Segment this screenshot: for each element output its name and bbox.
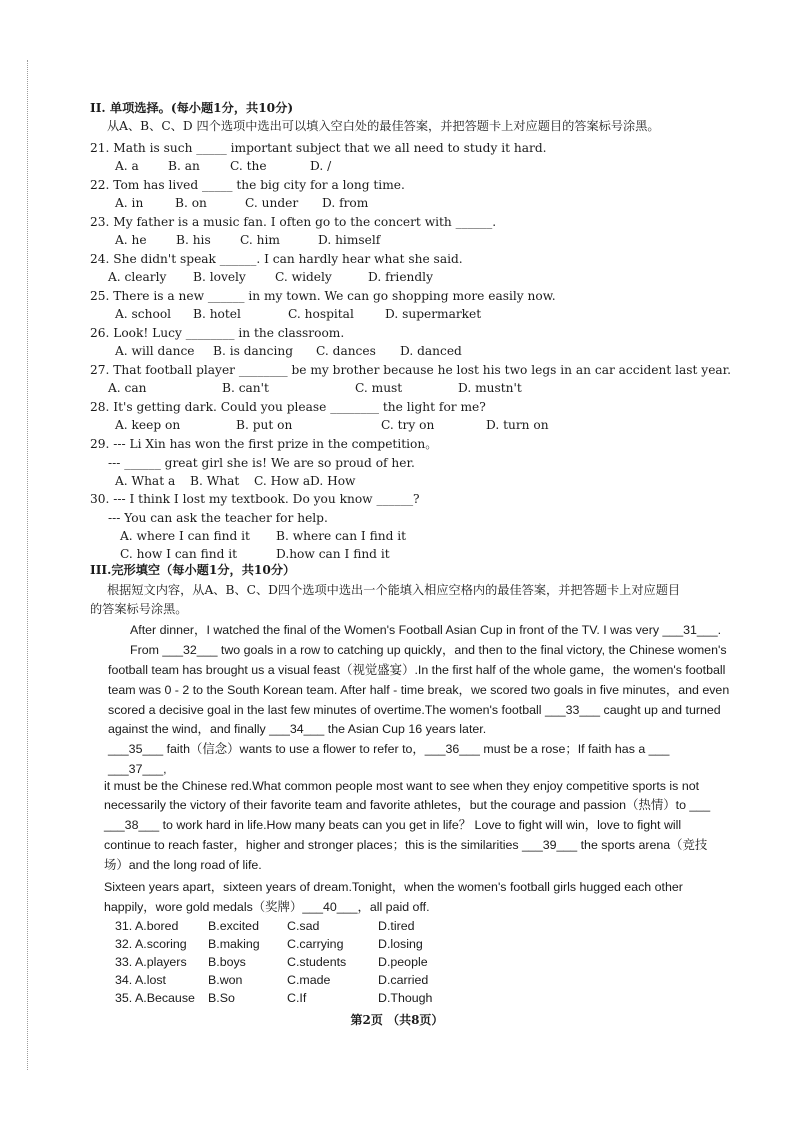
question-28-stem: 28. It's getting dark. Could you please ________ the light for me? (90, 400, 486, 414)
question-30-stem-line2: --- You can ask the teacher for help. (108, 511, 328, 525)
section3-instruction-line1: 根据短文内容，从A、B、C、D四个选项中选出一个能填入相应空格内的最佳答案，并把答题卡上对应题目 (107, 583, 681, 597)
cloze-option-33-c: C.students (287, 955, 347, 969)
question-23-option-d: D. himself (318, 233, 381, 247)
question-30-stem: 30. --- I think I lost my textbook. Do you know ______? (90, 492, 420, 506)
passage-line-15: happily，wore gold medals（奖牌）___40___，all paid off. (104, 900, 430, 914)
question-27-option-b: B. can't (222, 381, 269, 395)
passage-line-13: 场）and the long road of life. (104, 858, 262, 872)
question-22-option-a: A. in (115, 196, 144, 210)
question-28-option-b: B. put on (236, 418, 293, 432)
question-22-option-c: C. under (245, 196, 299, 210)
cloze-option-35-b: B.So (208, 991, 235, 1005)
passage-line-1: After dinner，I watched the final of the Women's Football Asian Cup in front of the TV. I was very ___31___. (130, 623, 722, 637)
section3-title: III.完形填空（每小题1分，共10分） (90, 563, 296, 577)
passage-line-4: team was 0 - 2 to the South Korean team. After half - time break，we scored two goals in five minutes，and even (108, 683, 730, 697)
question-24-stem: 24. She didn't speak ______. I can hardly hear what she said. (90, 252, 463, 266)
question-21-stem: 21. Math is such _____ important subject that we all need to study it hard. (90, 141, 547, 155)
cloze-option-32-b: B.making (208, 937, 260, 951)
cloze-option-33-a: 33. A.players (115, 955, 187, 969)
question-23-option-c: C. him (240, 233, 280, 247)
question-27-option-d: D. mustn't (458, 381, 522, 395)
question-21-option-b: B. an (168, 159, 200, 173)
question-29-option-c: C. How a (254, 474, 311, 488)
passage-line-2: From ___32___ two goals in a row to catching up quickly，and then to the final victory, the Chinese women's (130, 643, 727, 657)
cloze-option-row-35 (115, 991, 445, 1006)
question-27-option-a: A. can (108, 381, 147, 395)
cloze-option-32-a: 32. A.scoring (115, 937, 187, 951)
question-28-option-a: A. keep on (115, 418, 181, 432)
question-29-option-b: B. What (190, 474, 240, 488)
cloze-option-32-c: C.carrying (287, 937, 344, 951)
cloze-option-34-a: 34. A.lost (115, 973, 166, 987)
question-28-option-d: D. turn on (486, 418, 549, 432)
cloze-option-32-d: D.losing (378, 937, 423, 951)
question-29-stem: 29. --- Li Xin has won the first prize in the competition。 (90, 437, 438, 451)
question-25-option-d: D. supermarket (385, 307, 482, 321)
question-30-option-a: A. where I can find it (120, 529, 250, 543)
question-24-option-d: D. friendly (368, 270, 433, 284)
question-21-option-a: A. a (115, 159, 139, 173)
question-24-option-a: A. clearly (108, 270, 167, 284)
question-21-option-c: C. the (230, 159, 267, 173)
passage-line-14: Sixteen years apart，sixteen years of dream.Tonight，when the women's football girls hugged each other (104, 880, 683, 894)
question-21-option-d: D. / (310, 159, 332, 173)
cloze-option-row-34 (115, 973, 445, 988)
question-30-option-c: C. how I can find it (120, 547, 238, 561)
question-26-option-d: D. danced (400, 344, 462, 358)
cloze-option-34-c: C.made (287, 973, 331, 987)
passage-line-6: against the wind，and finally ___34___ the Asian Cup 16 years later. (108, 722, 487, 736)
passage-line-8: ___37___, (108, 762, 167, 776)
passage-line-12: continue to reach faster，higher and stronger places；this is the similarities ___39___ the sports arena（竞技 (104, 838, 708, 852)
cloze-option-33-d: D.people (378, 955, 428, 969)
question-27-stem: 27. That football player ________ be my brother because he lost his two legs in an car accident last year. (90, 363, 732, 377)
cloze-option-34-b: B.won (208, 973, 243, 987)
passage-line-11: ___38___ to work hard in life.How many beats can you get in life？ Love to fight will win，love to fight will (104, 818, 682, 832)
cloze-option-35-d: D.Though (378, 991, 433, 1005)
cloze-option-35-a: 35. A.Because (115, 991, 195, 1005)
passage-line-5: scored a decisive goal in the last few minutes of overtime.The women's football ___33___ caught up and turned (108, 703, 721, 717)
question-28-option-c: C. try on (381, 418, 435, 432)
question-25-option-a: A. school (115, 307, 172, 321)
section2-instruction: 从A、B、C、D 四个选项中选出可以填入空白处的最佳答案，并把答题卡上对应题目的答案标号涂黑。 (107, 119, 660, 133)
question-24-option-b: B. lovely (193, 270, 246, 284)
question-24-option-c: C. widely (275, 270, 332, 284)
cloze-option-34-d: D.carried (378, 973, 429, 987)
passage-line-7: ___35___ faith（信念）wants to use a flower to refer to，___36___ must be a rose；If faith has a ___ (108, 742, 670, 756)
question-27-option-c: C. must (355, 381, 403, 395)
cloze-option-row-32 (115, 937, 445, 952)
cloze-option-row-33 (115, 955, 445, 970)
question-29-option-d: D. How (310, 474, 356, 488)
question-29-option-a: A. What a (115, 474, 176, 488)
cloze-option-31-a: 31. A.bored (115, 919, 179, 933)
question-30-option-d: D.how can I find it (276, 547, 390, 561)
question-26-stem: 26. Look! Lucy ________ in the classroom. (90, 326, 345, 340)
cloze-option-31-d: D.tired (378, 919, 415, 933)
section2-title: II. 单项选择。(每小题1分，共10分) (90, 101, 294, 115)
question-26-option-b: B. is dancing (213, 344, 294, 358)
cloze-option-row-31 (115, 919, 445, 934)
page-footer: 第2页 （共8页） (350, 1013, 444, 1027)
cloze-option-31-b: B.excited (208, 919, 259, 933)
question-23-option-a: A. he (115, 233, 147, 247)
question-23-option-b: B. his (176, 233, 211, 247)
cloze-option-31-c: C.sad (287, 919, 320, 933)
question-26-option-a: A. will dance (115, 344, 195, 358)
question-29-stem-line2: --- ______ great girl she is! We are so proud of her. (108, 456, 415, 470)
passage-line-9: it must be the Chinese red.What common people most want to see when they enjoy competitive sports is not (104, 779, 700, 793)
question-22-option-b: B. on (175, 196, 207, 210)
question-25-option-c: C. hospital (288, 307, 354, 321)
question-22-stem: 22. Tom has lived _____ the big city for a long time. (90, 178, 405, 192)
passage-line-3: football team has brought us a visual feast（视觉盛宴）.In the first half of the whole game，the women's football (108, 663, 726, 677)
question-30-option-b: B. where can I find it (276, 529, 407, 543)
question-26-option-c: C. dances (316, 344, 376, 358)
question-22-option-d: D. from (322, 196, 369, 210)
section3-instruction-line2: 的答案标号涂黑。 (90, 602, 188, 616)
passage-line-10: necessarily the victory of their favorite team and favorite athletes，but the courage and passion（热情）to ___ (104, 798, 711, 812)
question-25-stem: 25. There is a new ______ in my town. We can go shopping more easily now. (90, 289, 556, 303)
question-25-option-b: B. hotel (193, 307, 241, 321)
question-23-stem: 23. My father is a music fan. I often go to the concert with ______. (90, 215, 497, 229)
cloze-option-35-c: C.If (287, 991, 307, 1005)
cloze-option-33-b: B.boys (208, 955, 246, 969)
